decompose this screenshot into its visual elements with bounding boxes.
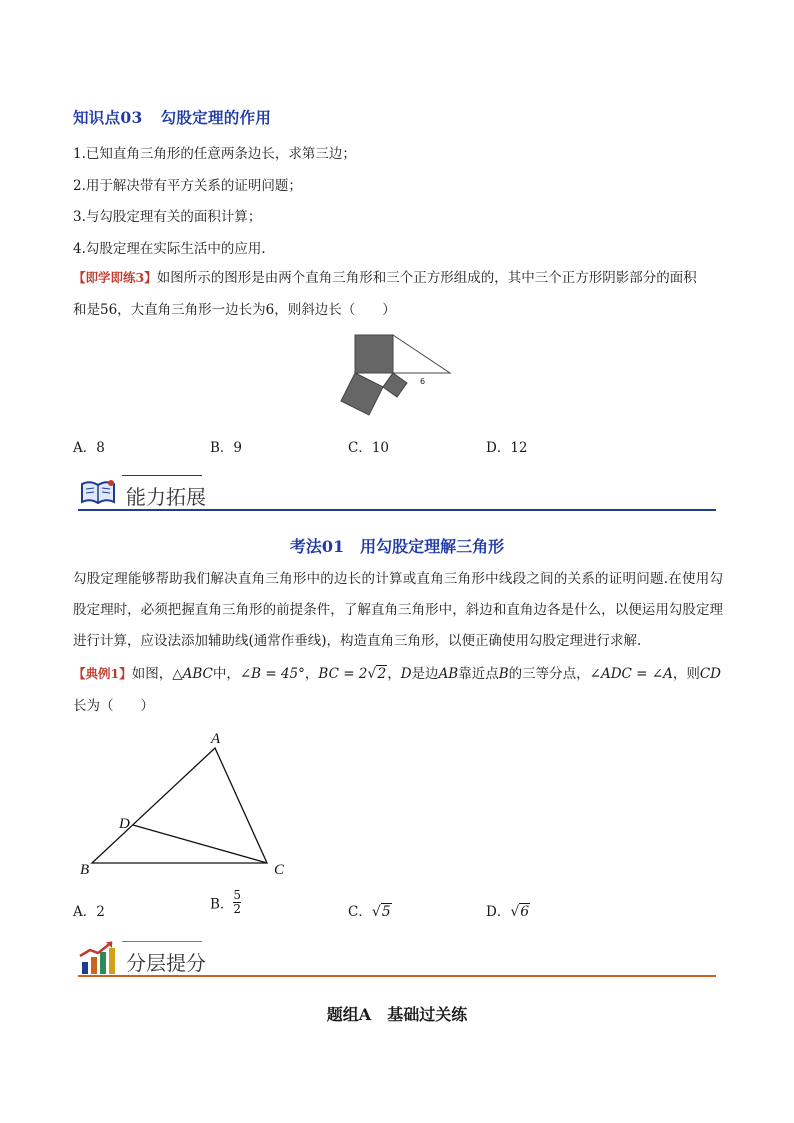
- example1-text-4: ，: [387, 666, 401, 682]
- example1-option-b: [210, 889, 241, 916]
- sqrt-6-radicand: 6: [520, 904, 530, 920]
- example1-text-6: 靠近点: [458, 666, 499, 682]
- segment-cd: CD: [699, 666, 721, 682]
- example1-text-7: 的三等分点，: [508, 666, 590, 682]
- layer-banner: [78, 938, 718, 980]
- example1-option-a: A．2: [73, 904, 105, 920]
- sqrt-6: √6: [510, 904, 530, 920]
- ability-banner-title: 能力拓展: [126, 485, 206, 509]
- example1-option-c: [348, 900, 392, 920]
- example1-text-5: 是边: [411, 666, 439, 682]
- example1-text-3: ，: [304, 666, 319, 682]
- angle-adc: ∠ADC = ∠A: [589, 666, 673, 682]
- practice3-option-c: C．10: [348, 440, 390, 456]
- triangle-abc: △ABC: [172, 666, 213, 682]
- triangle-abc-figure: [75, 726, 295, 882]
- example1-option-d: [486, 900, 530, 920]
- vertex-c-label: C: [274, 862, 285, 878]
- fraction-numerator: 5: [233, 888, 242, 902]
- example1-line1: [73, 664, 721, 684]
- sqrt-5-radicand: 5: [381, 904, 391, 920]
- vertex-a-label: A: [211, 731, 221, 747]
- example1-text-1: 如图，: [131, 666, 173, 682]
- knowledge-item-4: 4.勾股定理在实际生活中的应用.: [73, 241, 266, 257]
- squares-triangle-figure: [338, 330, 458, 422]
- knowledge-item-1: 1.已知直角三角形的任意两条边长，求第三边；: [73, 146, 356, 162]
- top-square: [355, 335, 393, 373]
- knowledge-item-2: 2.用于解决带有平方关系的证明问题；: [73, 178, 302, 194]
- fraction-5-2: [233, 889, 241, 916]
- sqrt-2-radicand: 2: [377, 666, 387, 682]
- vertex-b-label: B: [80, 862, 90, 878]
- example1-tag: 【典例1】: [73, 666, 132, 681]
- point-d: D: [400, 666, 412, 682]
- ability-banner: [78, 472, 718, 514]
- knowledge-point-title: [73, 106, 271, 128]
- practice3-option-a: A．8: [73, 440, 105, 456]
- knowledge-point-label: 知识点03: [73, 108, 143, 127]
- practice3-line1: [73, 268, 697, 288]
- practice3-option-d: D．12: [486, 440, 528, 456]
- practice3-tag: 【即学即练3】: [73, 270, 157, 285]
- practice3-text-1: 如图所示的图形是由两个直角三角形和三个正方形组成的，其中三个正方形阴影部分的面积: [156, 270, 697, 286]
- method01-title: 考法01 用勾股定理解三角形: [289, 537, 505, 556]
- angle-b: ∠B = 45°: [239, 666, 305, 682]
- example1-line2: 长为（ ）: [73, 698, 154, 714]
- practice3-option-b: B．9: [210, 440, 243, 456]
- knowledge-point-heading: 勾股定理的作用: [160, 108, 272, 127]
- figure-side-label: 6: [420, 377, 426, 386]
- sqrt-5: √5: [371, 904, 391, 920]
- book-icon: [78, 476, 120, 510]
- small-right-triangle: [393, 335, 450, 373]
- method01-paragraph: 勾股定理能够帮助我们解决直角三角形中的边长的计算或直角三角形中线段之间的关系的证明问题.在使用勾股定理时，必须把握直角三角形的前提条件，了解直角三角形中，斜边和直角边各是什么，以便运用勾股定理进行计算，应设法添加辅助线(通常作垂线)，构造直角三角形，以便正确使用勾股定理进行求解.: [73, 571, 723, 649]
- layer-banner-title: 分层提分: [126, 951, 206, 975]
- knowledge-item-3: 3.与勾股定理有关的面积计算；: [73, 209, 262, 225]
- bar-chart-icon: [78, 940, 120, 976]
- example1-text-8: ，则: [672, 666, 700, 682]
- bc-length: BC = 2: [318, 666, 368, 682]
- example1-text-2: 中，: [212, 666, 240, 682]
- vertex-d-label: D: [119, 816, 130, 832]
- point-b: B: [498, 666, 509, 682]
- option-d-prefix: D．: [486, 904, 511, 920]
- practice3-text-2: 和是56，大直角三角形一边长为6，则斜边长（ ）: [73, 302, 396, 318]
- side-ab: AB: [438, 666, 459, 682]
- option-c-prefix: C．: [348, 904, 372, 920]
- group-a-title: 题组A 基础过关练: [326, 1005, 468, 1024]
- fraction-denominator: 2: [233, 902, 242, 916]
- option-b-prefix: B．: [210, 896, 234, 913]
- sqrt-2: √2: [367, 666, 387, 682]
